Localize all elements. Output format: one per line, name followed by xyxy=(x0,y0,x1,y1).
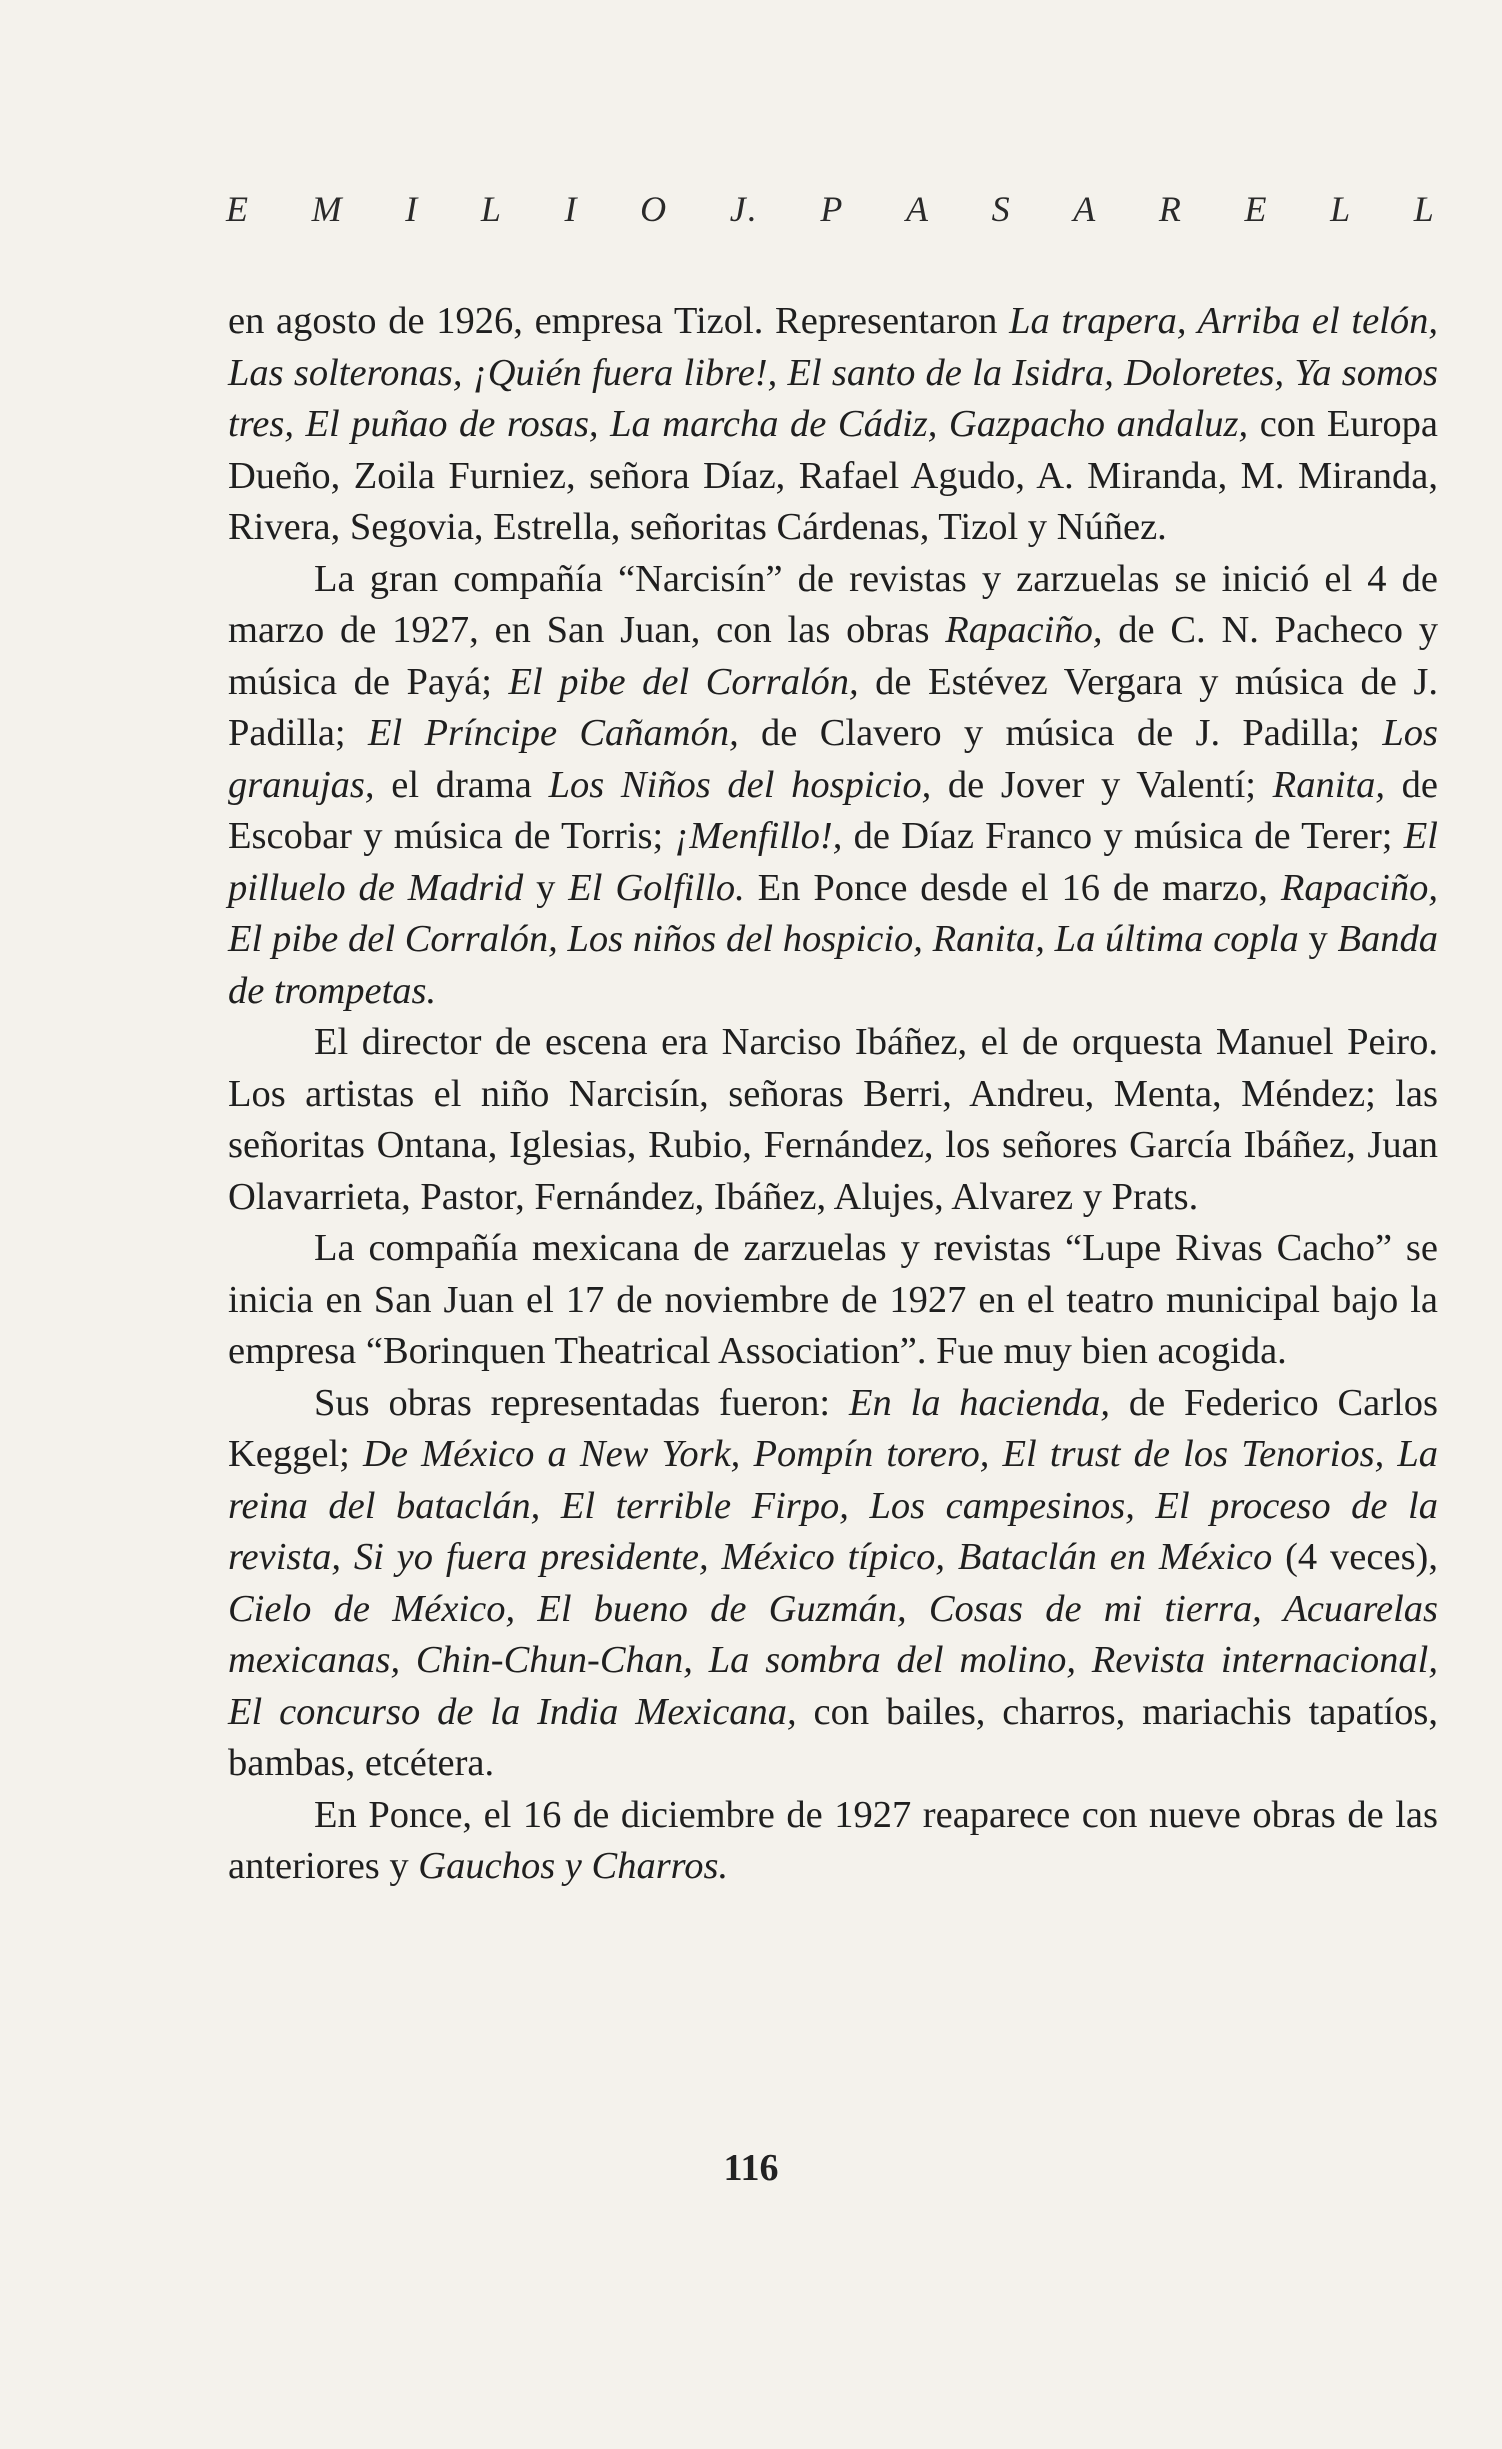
running-header xyxy=(226,188,1436,230)
italic-title: Rapaciño, xyxy=(945,609,1103,651)
header-letter: E xyxy=(226,189,250,229)
header-letter: R xyxy=(1158,189,1183,229)
text-run: Sus obras representadas fueron: xyxy=(314,1381,849,1424)
italic-title: El Príncipe Cañamón, xyxy=(367,712,739,754)
body-text xyxy=(228,296,1438,1893)
italic-title: Gauchos y Charros. xyxy=(418,1845,729,1887)
text-run: de Clavero y música de J. Padilla; xyxy=(738,712,1383,754)
italic-title: Ranita, xyxy=(1272,763,1385,806)
text-run: (4 veces), xyxy=(1272,1536,1438,1578)
header-letter: A xyxy=(1073,189,1098,229)
header-letter: A xyxy=(906,189,931,229)
text-run: con bailes, charros, mariachis tapatíos, bambas, etcétera. xyxy=(228,1690,1438,1784)
italic-title: La trapera, Arriba el telón, Las solteronas, ¡Quién fuera libre!, El santo de la Isidra, Doloretes, Ya somos tres, El puñao de rosas, La marcha de Cádiz, Gazpacho andaluz, xyxy=(228,300,1438,445)
paragraph xyxy=(228,1790,1438,1893)
italic-title: El pibe del Corralón, xyxy=(508,660,859,703)
header-letter: L xyxy=(480,189,503,229)
text-run: de Escobar y música de Torris; xyxy=(228,763,1438,857)
text-run: de Estévez Vergara y música de J. Padilla; xyxy=(228,660,1438,754)
text-run: La gran compañía “Narcisín” de revistas y zarzuelas se inició el 4 de marzo de 1927, en San Juan, con las obras xyxy=(228,557,1438,651)
text-run: de Díaz Franco y música de Terer; xyxy=(842,815,1404,857)
paragraph xyxy=(228,1017,1438,1223)
italic-title: En la hacienda, xyxy=(848,1381,1111,1424)
italic-title: Banda de trompetas. xyxy=(228,918,1438,1012)
italic-title: ¡Menfillo!, xyxy=(674,815,843,857)
header-letter: I xyxy=(405,189,420,229)
header-letter: I xyxy=(564,189,579,229)
text-run: y xyxy=(1298,918,1338,960)
italic-title: De México a New York, Pompín torero, El trust de los Tenorios, La reina del bataclán, El terrible Firpo, Los campesinos, El proceso de la revista, Si yo fuera presidente, México típico, Bataclán en México xyxy=(228,1433,1439,1578)
text-run: de Jover y Valentí; xyxy=(931,763,1273,806)
header-letter: J. xyxy=(729,189,759,229)
italic-title: El Golfillo. xyxy=(568,866,745,909)
paragraph xyxy=(228,1378,1438,1790)
header-letter: M xyxy=(311,189,344,229)
italic-title: Los Niños del hospicio, xyxy=(548,763,932,806)
header-letter: O xyxy=(640,189,669,229)
text-run: en agosto de 1926, empresa Tizol. Representaron xyxy=(228,300,1010,342)
text-run: En Ponce desde el 16 de marzo, xyxy=(744,866,1281,909)
header-letter: L xyxy=(1413,189,1436,229)
paragraph xyxy=(228,296,1438,554)
text-run: con Europa Dueño, Zoila Furniez, señora Díaz, Rafael Agudo, A. Miranda, M. Miranda, Rivera, Segovia, Estrella, señoritas Cárdenas, Tizol y Núñez. xyxy=(228,403,1439,548)
header-letter: L xyxy=(1330,189,1353,229)
text-run: El director de escena era Narciso Ibáñez, el de orquesta Manuel Peiro. Los artistas el niño Narcisín, señoras Berri, Andreu, Menta, Méndez; las señoritas Ontana, Iglesias, Rubio, Fernández, los señores García Ibáñez, Juan Olavarrieta, Pastor, Fernández, Ibáñez, Alujes, Alvarez y Prats. xyxy=(228,1021,1438,1218)
italic-title: Cielo de México, El bueno de Guzmán, Cosas de mi tierra, Acuarelas mexicanas, Chin-Chun-Chan, La sombra del molino, Revista internacional, El concurso de la India Mexicana, xyxy=(228,1587,1438,1733)
paragraph xyxy=(228,554,1438,1018)
text-run: y xyxy=(523,866,569,909)
header-letter: S xyxy=(991,189,1012,229)
paragraph xyxy=(228,1223,1438,1378)
header-letter: E xyxy=(1244,189,1269,229)
italic-title: El pilluelo de Madrid xyxy=(228,815,1438,909)
page-number: 116 xyxy=(723,2147,779,2189)
text-run: de C. N. Pacheco y música de Payá; xyxy=(228,609,1438,703)
italic-title: Rapaciño, El pibe del Corralón, Los niños del hospicio, Ranita, La última copla xyxy=(228,866,1439,960)
text-run: En Ponce, el 16 de diciembre de 1927 reaparece con nueve obras de las anteriores y xyxy=(228,1793,1438,1887)
text-run: el drama xyxy=(374,763,549,806)
text-run: La compañía mexicana de zarzuelas y revistas “Lupe Rivas Cacho” se inicia en San Juan el 17 de noviembre de 1927 en el teatro municipal bajo la empresa “Borinquen Theatrical Association”. Fue muy bien acogida. xyxy=(228,1227,1438,1372)
italic-title: Los granujas, xyxy=(228,712,1438,806)
text-run: de Federico Carlos Keggel; xyxy=(228,1381,1438,1475)
header-letter: P xyxy=(820,189,845,229)
